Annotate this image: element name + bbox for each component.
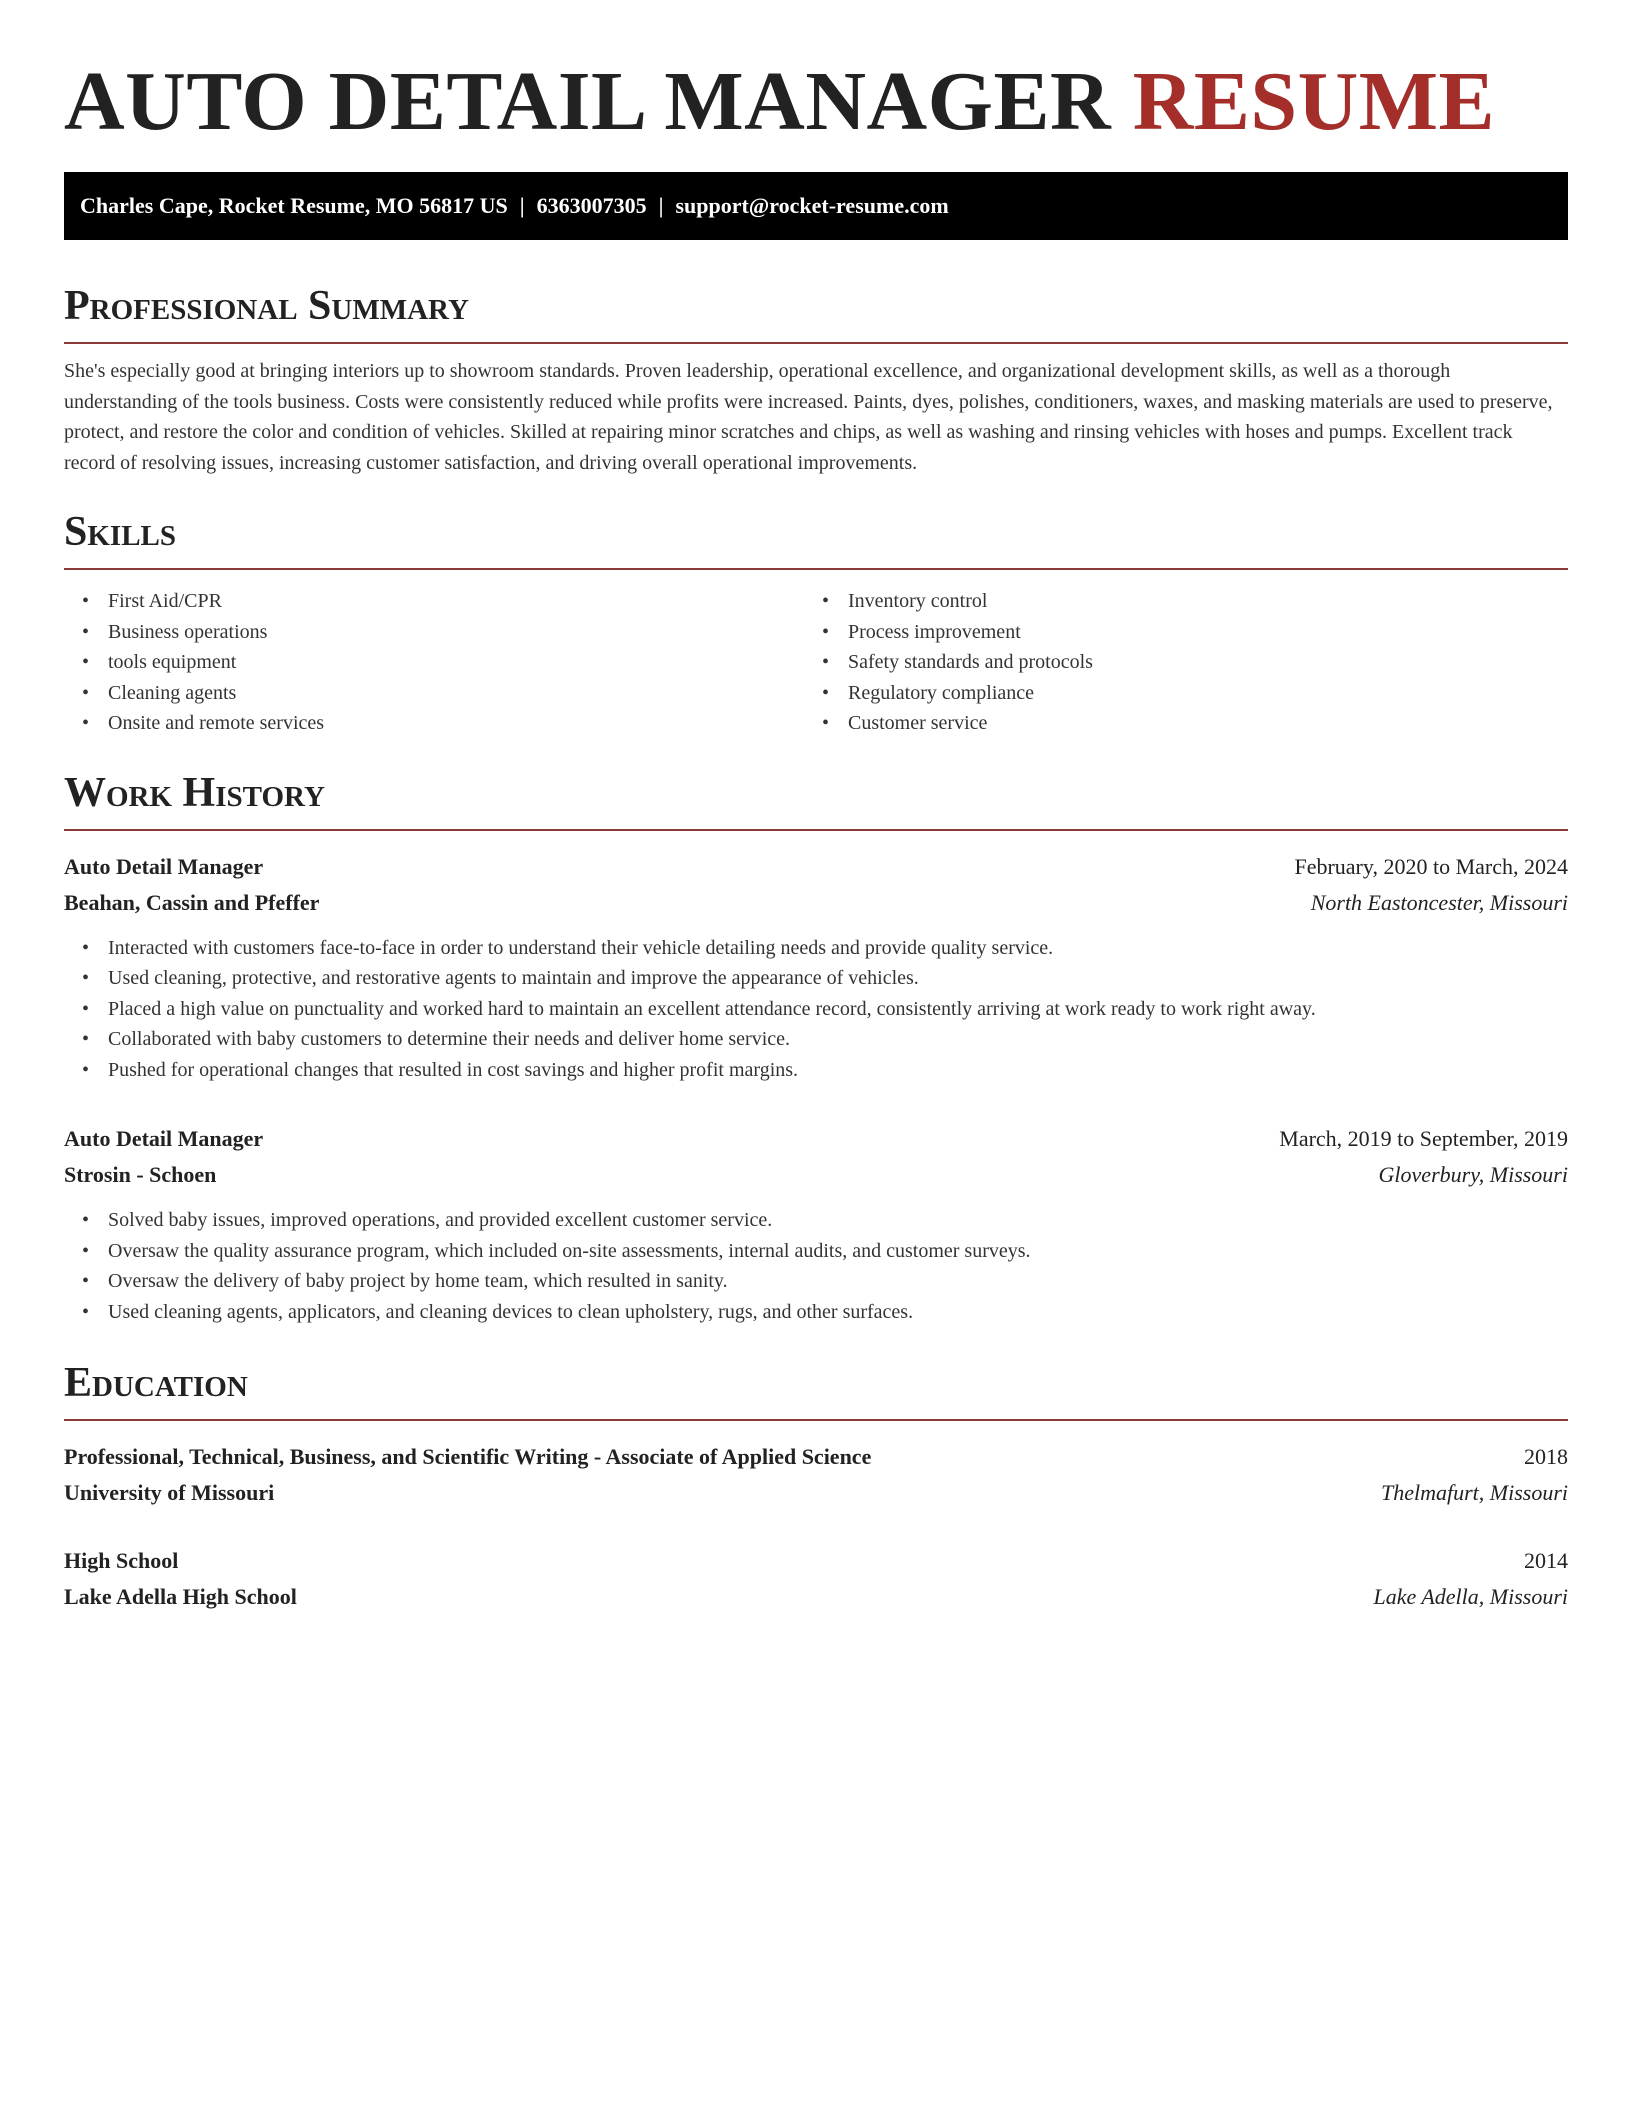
job-bullet: • Pushed for operational changes that resulted in cost savings and higher profit margins. (108, 1055, 1568, 1086)
contact-bar (64, 172, 1568, 240)
skills-grid (64, 586, 1568, 739)
skill-item: • Cleaning agents (108, 678, 804, 709)
job-location: Gloverbury, Missouri (1378, 1162, 1568, 1187)
education-school: University of Missouri (64, 1480, 275, 1505)
job-location: North Eastoncester, Missouri (1310, 889, 1568, 915)
job-entry (64, 849, 1568, 1086)
work-history-heading: Work History (64, 767, 1568, 831)
education-year: 2018 (1524, 1444, 1568, 1469)
job-company-row (64, 885, 1568, 921)
skill-item: • Safety standards and protocols (848, 647, 1544, 678)
resume-page (64, 52, 1568, 1615)
contact-separator: | (519, 193, 525, 218)
skill-item: • Regulatory compliance (848, 678, 1544, 709)
summary-text: She's especially good at bringing interiors up to showroom standards. Proven leadership, operational excellence, and organizational development skills, as well as a thorough understanding of the tools business. Costs were consistently reduced while profits were increased. Paints, dyes, polishes, conditioners, waxes, and masking materials are used to preserve, protect, and restore the color and condition of vehicles. Skilled at repairing minor scratches and chips, as well as washing and rinsing vehicles with hoses and pumps. Excellent track record of resolving issues, increasing customer satisfaction, and driving overall operational improvements. (64, 360, 1553, 474)
job-bullet: • Used cleaning, protective, and restorative agents to maintain and improve the appearance of vehicles. (108, 963, 1568, 994)
job-bullet: • Collaborated with baby customers to determine their needs and deliver home service. (108, 1024, 1568, 1055)
skill-item: • Inventory control (848, 586, 1544, 617)
job-company: Beahan, Cassin and Pfeffer (64, 889, 320, 915)
education-location: Thelmafurt, Missouri (1380, 1480, 1568, 1505)
education-heading: Education (64, 1357, 1568, 1421)
title-main: AUTO DETAIL MANAGER (64, 55, 1112, 148)
job-title-row (64, 1121, 1568, 1157)
title-accent: RESUME (1132, 55, 1496, 148)
job-dates: February, 2020 to March, 2024 (1294, 853, 1568, 879)
skill-item: • Onsite and remote services (108, 708, 804, 739)
education-year: 2014 (1524, 1548, 1568, 1573)
education-location: Lake Adella, Missouri (1373, 1584, 1568, 1609)
job-company-row (64, 1157, 1568, 1193)
education-school-row (64, 1475, 1568, 1511)
skill-item: • tools equipment (108, 647, 804, 678)
resume-title (64, 52, 1568, 152)
skill-item: • Customer service (848, 708, 1544, 739)
education-degree: High School (64, 1548, 179, 1573)
contact-email: support@rocket-resume.com (675, 193, 949, 218)
education-entry (64, 1543, 1568, 1615)
job-title: Auto Detail Manager (64, 853, 264, 879)
job-bullets (64, 933, 1568, 1086)
skills-list-left (64, 586, 804, 739)
education-school: Lake Adella High School (64, 1584, 297, 1609)
job-bullet: • Oversaw the delivery of baby project by home team, which resulted in sanity. (108, 1266, 1568, 1297)
job-bullet: • Placed a high value on punctuality and worked hard to maintain an excellent attendance record, consistently arriving at work ready to work right away. (108, 994, 1568, 1025)
skill-item: • Process improvement (848, 617, 1544, 648)
education-degree-row (64, 1543, 1568, 1579)
job-bullets (64, 1205, 1568, 1327)
job-title: Auto Detail Manager (64, 1126, 264, 1151)
education-entry (64, 1439, 1568, 1511)
contact-separator: | (658, 193, 664, 218)
skills-list-right (804, 586, 1544, 739)
job-bullet: • Solved baby issues, improved operations, and provided excellent customer service. (108, 1205, 1568, 1236)
contact-phone: 6363007305 (536, 193, 647, 218)
skills-heading: Skills (64, 506, 1568, 570)
skill-item: • Business operations (108, 617, 804, 648)
summary-heading: Professional Summary (64, 280, 1568, 344)
skill-item: • First Aid/CPR (108, 586, 804, 617)
job-entry (64, 1121, 1568, 1327)
education-degree-row (64, 1439, 1568, 1475)
job-dates: March, 2019 to September, 2019 (1279, 1126, 1568, 1151)
education-school-row (64, 1579, 1568, 1615)
contact-address: Charles Cape, Rocket Resume, MO 56817 US (80, 193, 508, 218)
job-company: Strosin - Schoen (64, 1162, 217, 1187)
education-degree: Professional, Technical, Business, and Scientific Writing - Associate of Applied Science (64, 1444, 872, 1469)
job-bullet: • Used cleaning agents, applicators, and cleaning devices to clean upholstery, rugs, and other surfaces. (108, 1297, 1568, 1328)
job-bullet: • Oversaw the quality assurance program, which included on-site assessments, internal audits, and customer surveys. (108, 1236, 1568, 1267)
job-title-row (64, 849, 1568, 885)
job-bullet: • Interacted with customers face-to-face in order to understand their vehicle detailing needs and provide quality service. (108, 933, 1568, 964)
